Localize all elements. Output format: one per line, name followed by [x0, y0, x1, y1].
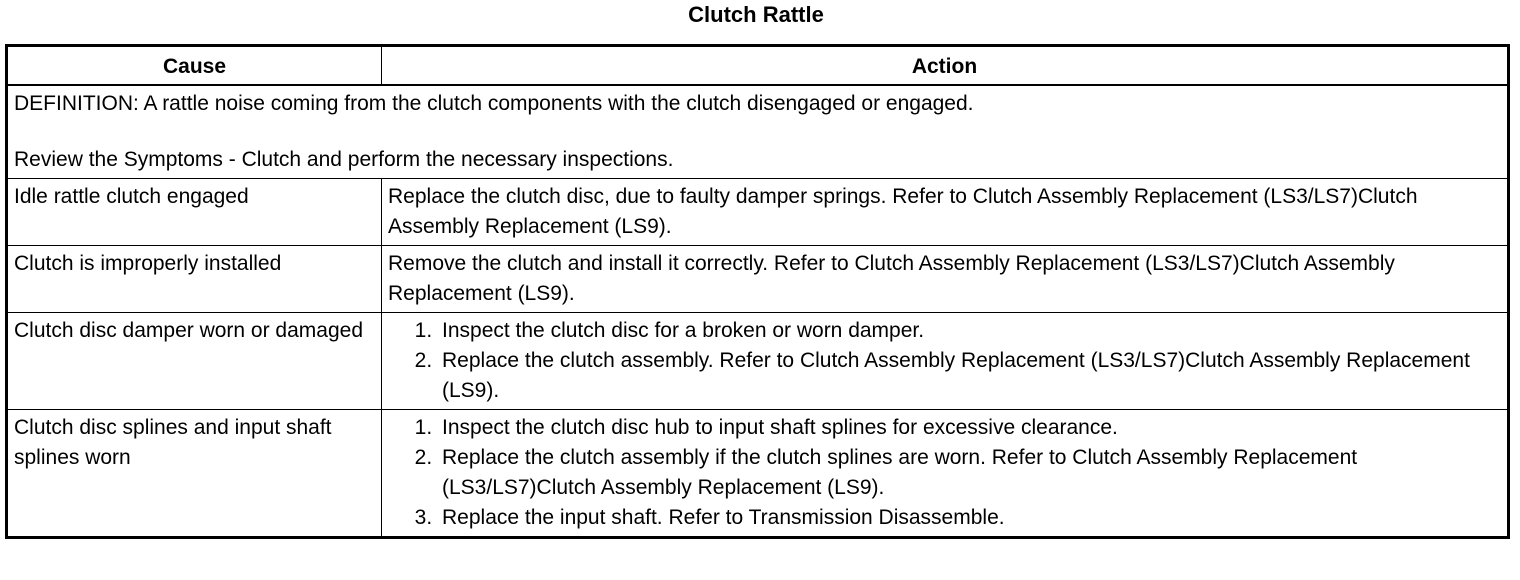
- action-step: 3. Replace the input shaft. Refer to Transmission Disassemble.: [438, 503, 1501, 533]
- cause-cell: Idle rattle clutch engaged: [7, 179, 382, 246]
- table-row: [7, 179, 1509, 246]
- definition-spacer: [14, 119, 1501, 145]
- page-title: Clutch Rattle: [688, 2, 824, 27]
- table-row: [7, 410, 1509, 538]
- definition-text: DEFINITION: A rattle noise coming from the clutch components with the clutch disengaged or engaged.: [14, 92, 974, 115]
- action-cell: Replace the clutch disc, due to faulty damper springs. Refer to Clutch Assembly Replacement (LS3/LS7)Clutch Assembly Replacement (LS9).: [382, 179, 1509, 246]
- column-header-cause: Cause: [7, 46, 382, 86]
- table-header-row: [7, 46, 1509, 86]
- cause-cell: Clutch is improperly installed: [7, 246, 382, 313]
- action-steps-list: [388, 316, 1501, 406]
- action-step: 1. Inspect the clutch disc hub to input shaft splines for excessive clearance.: [438, 413, 1501, 443]
- action-cell: Remove the clutch and install it correctly. Refer to Clutch Assembly Replacement (LS3/LS7)Clutch Assembly Replacement (LS9).: [382, 246, 1509, 313]
- action-step: 2. Replace the clutch assembly if the clutch splines are worn. Refer to Clutch Assembly Replacement (LS3/LS7)Clutch Assembly Replacement (LS9).: [438, 443, 1501, 503]
- cause-cell: Clutch disc damper worn or damaged: [7, 313, 382, 410]
- action-cell: [382, 313, 1509, 410]
- definition-cell: [7, 85, 1509, 179]
- action-cell: [382, 410, 1509, 538]
- review-symptoms-text: Review the Symptoms - Clutch and perform the necessary inspections.: [14, 148, 674, 171]
- table-row: [7, 313, 1509, 410]
- action-steps-list: [388, 413, 1501, 533]
- definition-row: [7, 85, 1509, 179]
- column-header-action: Action: [382, 46, 1509, 86]
- cause-cell: Clutch disc splines and input shaft splines worn: [7, 410, 382, 538]
- diagnostic-table: [5, 44, 1510, 539]
- table-row: [7, 246, 1509, 313]
- action-step: 1. Inspect the clutch disc for a broken or worn damper.: [438, 316, 1501, 346]
- action-step: 2. Replace the clutch assembly. Refer to Clutch Assembly Replacement (LS3/LS7)Clutch Assembly Replacement (LS9).: [438, 346, 1501, 406]
